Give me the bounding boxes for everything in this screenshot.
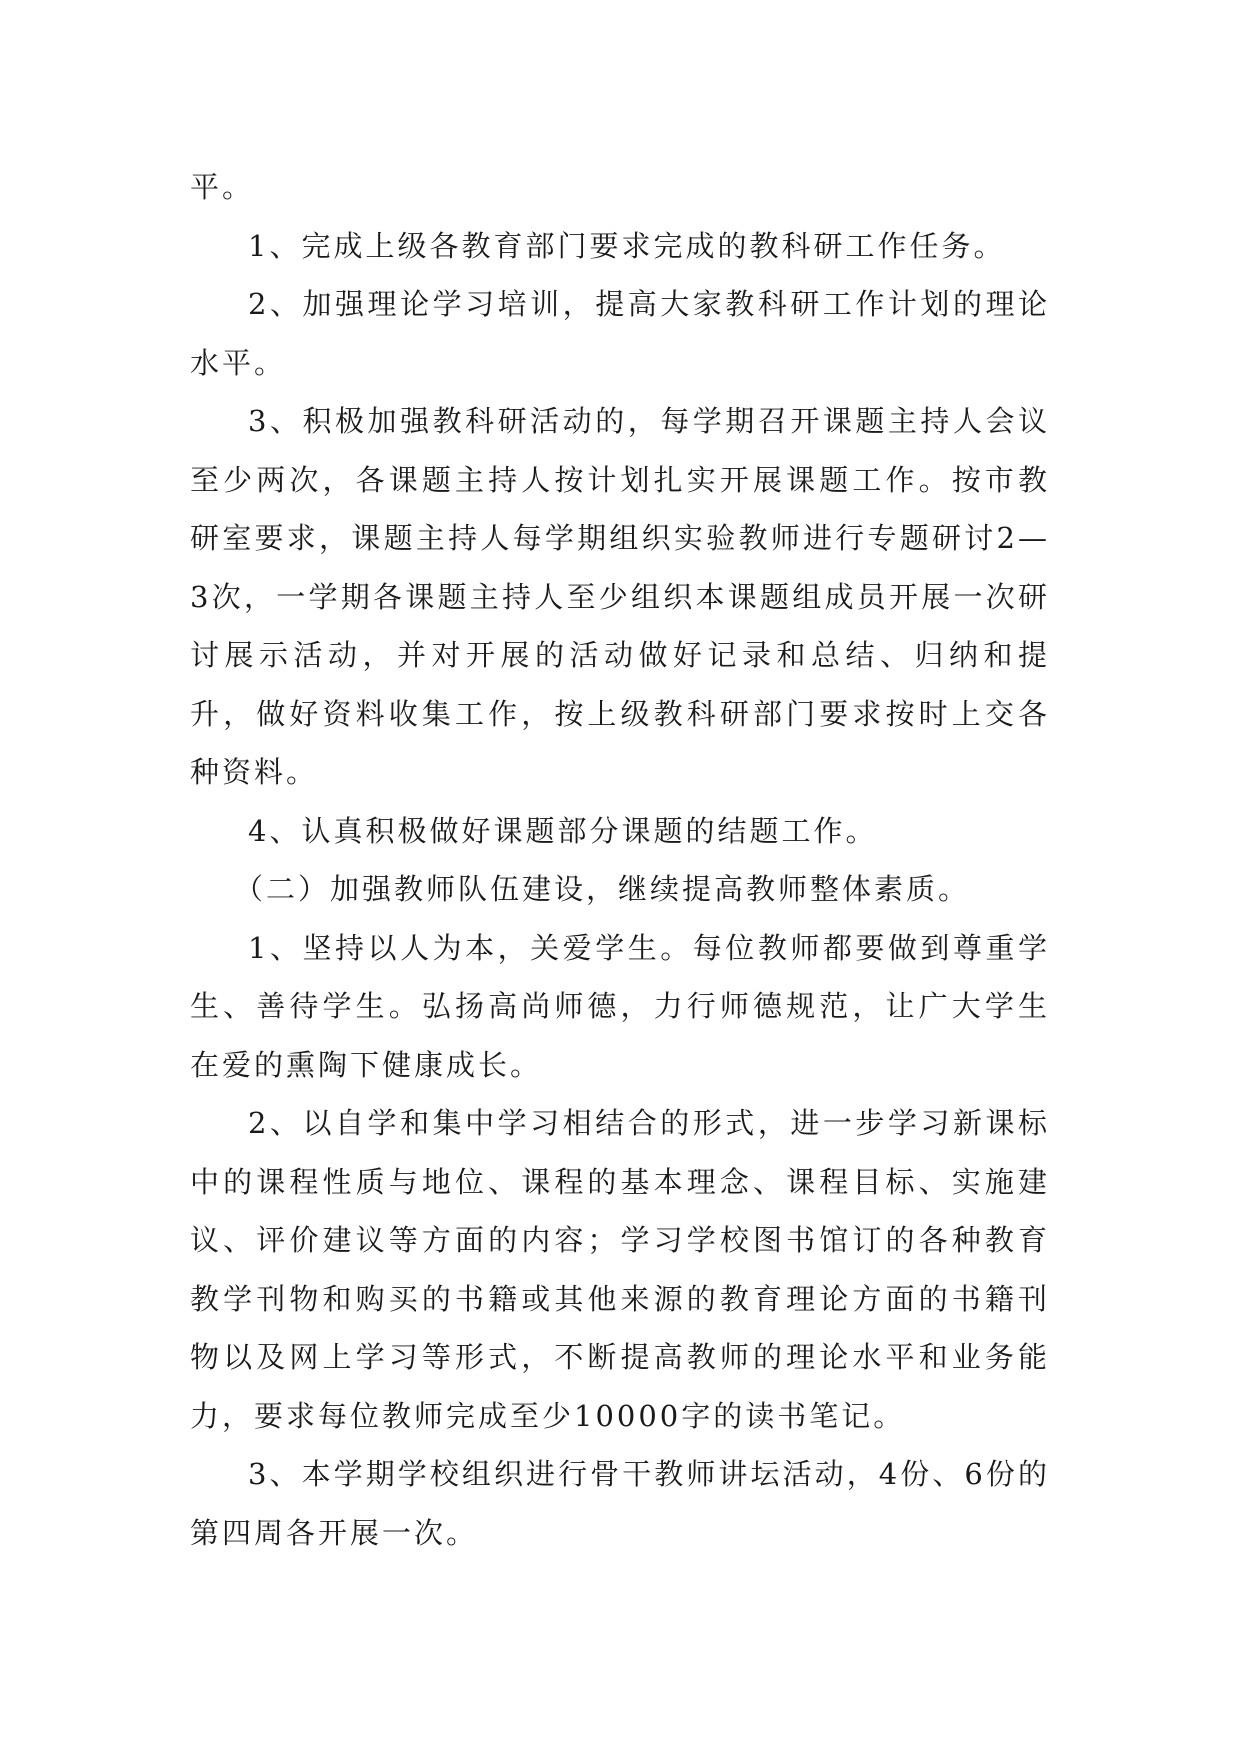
paragraph-continuation: 平。	[190, 170, 255, 204]
document-body	[190, 158, 1050, 1562]
paragraph-item-2: 2、加强理论学习培训，提高大家教科研工作计划的理论水平。	[190, 287, 1050, 380]
section-heading-2: （二）加强教师队伍建设，继续提高教师整体素质。	[234, 872, 971, 906]
paragraph-item-1: 1、完成上级各教育部门要求完成的教科研工作任务。	[248, 228, 1006, 263]
paragraph-item-3: 3、积极加强教科研活动的，每学期召开课题主持人会议至少两次，各课题主持人按计划扎实开展课题工作。按市教研室要求，课题主持人每学期组织实验教师进行专题研讨2—3次，一学期各课题主持人至少组织本课题组成员开展一次研讨展示活动，并对开展的活动做好记录和总结、归纳和提升，做好资料收集工作，按上级教科研部门要求按时上交各种资料。	[190, 404, 1050, 789]
paragraph-item-6: 2、以自学和集中学习相结合的形式，进一步学习新课标中的课程性质与地位、课程的基本理念、课程目标、实施建议、评价建议等方面的内容；学习学校图书馆订的各种教育教学刊物和购买的书籍或其他来源的教育理论方面的书籍刊物以及网上学习等形式，不断提高教师的理论水平和业务能力，要求每位教师完成至少10000字的读书笔记。	[190, 1106, 1050, 1433]
paragraph-item-5: 1、坚持以人为本，关爱学生。每位教师都要做到尊重学生、善待学生。弘扬高尚师德，力行师德规范，让广大学生在爱的熏陶下健康成长。	[190, 930, 1050, 1082]
paragraph-item-4: 4、认真积极做好课题部分课题的结题工作。	[248, 813, 878, 848]
paragraph-item-7: 3、本学期学校组织进行骨干教师讲坛活动，4份、6份的第四周各开展一次。	[190, 1457, 1050, 1550]
